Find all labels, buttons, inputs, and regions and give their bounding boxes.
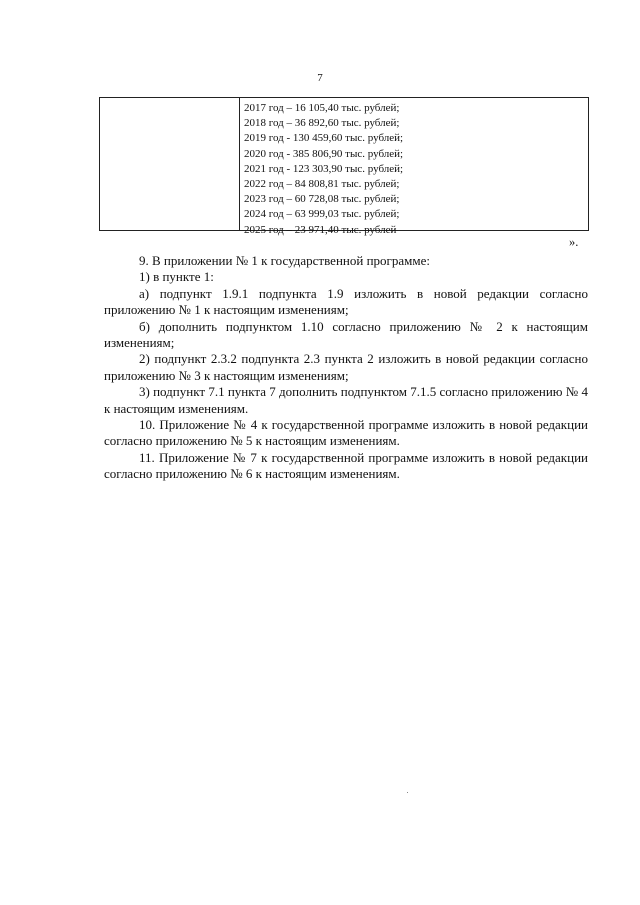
paragraph-subitem-3: 3) подпункт 7.1 пункта 7 дополнить подпунктом 7.1.5 согласно приложению № 4 к настоящим изменениям. — [104, 384, 588, 416]
paragraph-item-10: 10. Приложение № 4 к государственной программе изложить в новой редакции согласно приложению № 5 к настоящим изменениям. — [104, 417, 588, 449]
funding-line-2022: 2022 год – 84 808,81 тыс. рублей; — [244, 178, 400, 191]
table-left-cell — [100, 98, 240, 230]
closing-quote: ». — [569, 235, 579, 249]
paragraph-subitem-b: б) дополнить подпунктом 1.10 согласно приложению № 2 к настоящим изменениям; — [104, 318, 588, 351]
page-number: 7 — [317, 72, 323, 84]
funding-table — [99, 97, 589, 236]
funding-line-2025: 2025 год – 23 971,40 тыс. рублей — [244, 223, 397, 236]
funding-line-2019: 2019 год - 130 459,60 тыс. рублей; — [244, 132, 404, 145]
funding-line-2023: 2023 год – 60 728,08 тыс. рублей; — [244, 193, 400, 206]
table-right-cell — [240, 98, 588, 236]
paragraph-subitem-a: а) подпункт 1.9.1 подпункта 1.9 изложить в новой редакции согласно приложению № 1 к настоящим изменениям; — [104, 285, 588, 318]
scan-artifact-dot — [407, 792, 408, 793]
funding-line-2024: 2024 год – 63 999,03 тыс. рублей; — [244, 208, 400, 221]
paragraph-item-11: 11. Приложение № 7 к государственной программе изложить в новой редакции согласно приложению № 6 к настоящим изменениям. — [104, 449, 588, 482]
paragraph-subitem-2: 2) подпункт 2.3.2 подпункта 2.3 пункта 2 изложить в новой редакции согласно приложению № 3 к настоящим изменениям; — [104, 351, 588, 383]
funding-line-2020: 2020 год - 385 806,90 тыс. рублей; — [244, 147, 404, 160]
funding-line-2021: 2021 год - 123 303,90 тыс. рублей; — [244, 162, 404, 175]
document-body — [104, 253, 588, 483]
paragraph-subitem-1: 1) в пункте 1: — [139, 269, 214, 285]
paragraph-item-9: 9. В приложении № 1 к государственной программе: — [139, 253, 430, 268]
funding-line-2018: 2018 год – 36 892,60 тыс. рублей; — [244, 117, 400, 130]
funding-line-2017: 2017 год – 16 105,40 тыс. рублей; — [244, 102, 400, 114]
